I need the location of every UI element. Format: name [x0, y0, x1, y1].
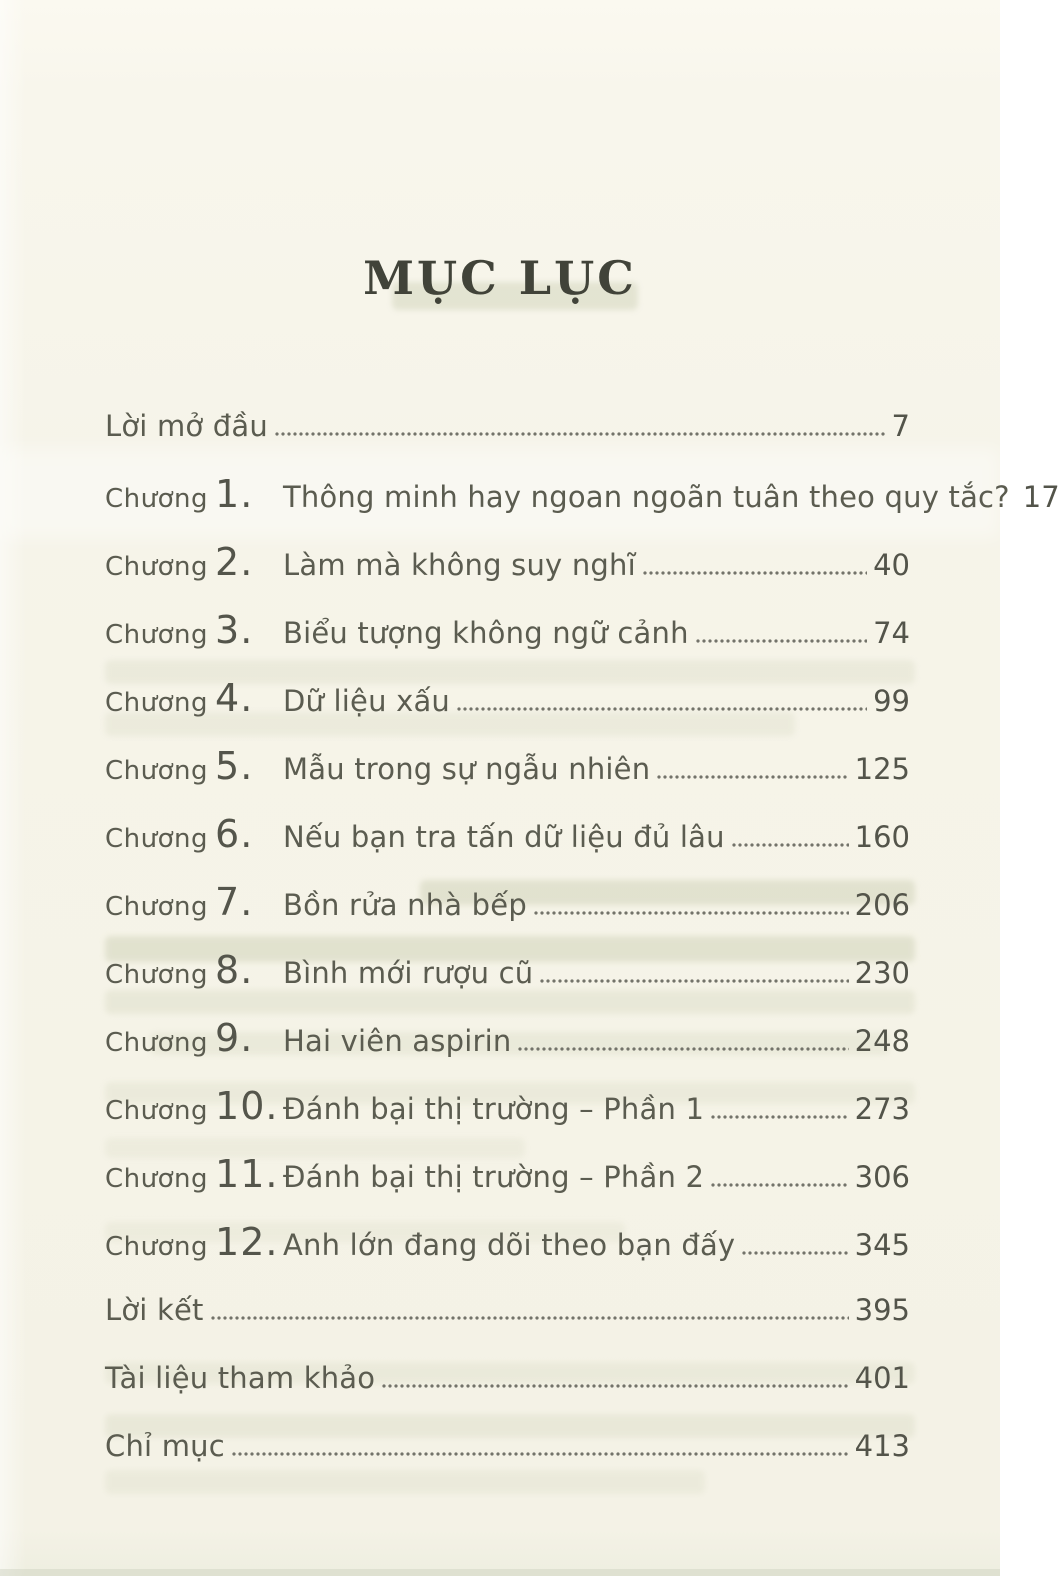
toc-entry: [105, 458, 1060, 526]
dot-leader-icon: [382, 1383, 848, 1389]
dot-leader-icon: [696, 638, 867, 644]
chapter-label: [105, 472, 283, 516]
chapter-number: 10.: [215, 1084, 279, 1128]
entry-title: Bồn rửa nhà bếp: [283, 888, 527, 922]
entry-title: ​ Chỉ mục: [105, 1429, 225, 1463]
chapter-number: 11.: [215, 1152, 279, 1196]
chapter-number: 2.: [215, 540, 254, 584]
dot-leader-icon: [275, 431, 886, 437]
chapter-number: 3.: [215, 608, 254, 652]
chapter-number: 1.: [215, 472, 254, 516]
chapter-word: Chương: [105, 688, 209, 718]
dot-leader-icon: [643, 570, 867, 576]
chapter-word: Chương: [105, 960, 209, 990]
entry-page-number: 125: [854, 752, 910, 786]
chapter-label: [105, 880, 283, 924]
chapter-number: 9.: [215, 1016, 254, 1060]
chapter-label: [105, 1220, 283, 1264]
chapter-label: [105, 948, 283, 992]
entry-page-number: 40: [873, 548, 910, 582]
dot-leader-icon: [540, 978, 848, 984]
dot-leader-icon: [711, 1182, 849, 1188]
entry-title: Anh lớn đang dõi theo bạn đấy: [283, 1228, 736, 1262]
entry-page-number: 401: [854, 1361, 910, 1395]
chapter-label: [105, 676, 283, 720]
entry-page-number: 306: [854, 1160, 910, 1194]
chapter-label: [105, 608, 283, 652]
chapter-word: Chương: [105, 892, 209, 922]
entry-title: Mẫu trong sự ngẫu nhiên: [283, 752, 651, 786]
chapter-label: [105, 1152, 283, 1196]
dot-leader-icon: [742, 1250, 848, 1256]
chapter-number: 12.: [215, 1220, 279, 1264]
entry-title: Đánh bại thị trường – Phần 2: [283, 1160, 705, 1194]
chapter-word: Chương: [105, 756, 209, 786]
toc-entry: [105, 1206, 910, 1274]
entry-page-number: 273: [854, 1092, 910, 1126]
entry-page-number: 345: [854, 1228, 910, 1262]
dot-leader-icon: [711, 1114, 849, 1120]
chapter-word: Chương: [105, 1096, 209, 1126]
toc-entry: [105, 730, 910, 798]
chapter-label: [105, 1016, 283, 1060]
entry-page-number: 160: [854, 820, 910, 854]
dot-leader-icon: [732, 842, 849, 848]
chapter-word: Chương: [105, 824, 209, 854]
toc-entry: [105, 798, 910, 866]
entry-title: Làm mà không suy nghĩ: [283, 548, 636, 582]
entry-title: Bình mới rượu cũ: [283, 956, 534, 990]
chapter-label: [105, 744, 283, 788]
chapter-label: [105, 812, 283, 856]
entry-page-number: 395: [854, 1293, 910, 1327]
entry-title: ​ Lời mở đầu: [105, 409, 268, 443]
chapter-label: [105, 1084, 283, 1128]
toc-entry: [105, 1070, 910, 1138]
entry-page-number: 99: [873, 684, 910, 718]
chapter-number: 7.: [215, 880, 254, 924]
toc-entry: [105, 1410, 910, 1478]
chapter-word: Chương: [105, 1028, 209, 1058]
entry-page-number: 248: [854, 1024, 910, 1058]
page-title: MỤC LỤC: [363, 250, 637, 305]
toc-entry: [105, 934, 910, 1002]
entry-title: ​ Tài liệu tham khảo: [105, 1361, 376, 1395]
page-bottom-edge: [0, 1569, 1000, 1576]
chapter-word: Chương: [105, 1164, 209, 1194]
toc-entry: [105, 662, 910, 730]
dot-leader-icon: [232, 1451, 849, 1457]
entry-title: ​ Lời kết: [105, 1293, 204, 1327]
page-left-edge-highlight: [0, 0, 26, 1576]
dot-leader-icon: [211, 1315, 849, 1321]
chapter-word: Chương: [105, 620, 209, 650]
entry-title: Biểu tượng không ngữ cảnh: [283, 616, 689, 650]
chapter-label: [105, 540, 283, 584]
toc-list: [105, 390, 1060, 1478]
toc-entry: [105, 1002, 910, 1070]
dot-leader-icon: [657, 774, 848, 780]
entry-page-number: 7: [891, 409, 910, 443]
entry-page-number: 230: [854, 956, 910, 990]
chapter-number: 4.: [215, 676, 254, 720]
entry-page-number: 74: [873, 616, 910, 650]
entry-page-number: 17: [1022, 480, 1060, 514]
entry-title: Nếu bạn tra tấn dữ liệu đủ lâu: [283, 820, 725, 854]
toc-entry: [105, 526, 910, 594]
entry-page-number: 206: [854, 888, 910, 922]
chapter-number: 5.: [215, 744, 254, 788]
entry-title: Hai viên aspirin: [283, 1024, 512, 1058]
chapter-word: Chương: [105, 1232, 209, 1262]
entry-title: Thông minh hay ngoan ngoãn tuân theo quy tắc?: [283, 480, 1010, 514]
chapter-word: Chương: [105, 552, 209, 582]
chapter-word: Chương: [105, 484, 209, 514]
dot-leader-icon: [534, 910, 849, 916]
toc-entry: [105, 866, 910, 934]
entry-title: Dữ liệu xấu: [283, 684, 450, 718]
toc-entry: [105, 1342, 910, 1410]
chapter-number: 6.: [215, 812, 254, 856]
toc-entry: [105, 594, 910, 662]
toc-entry: [105, 1138, 910, 1206]
toc-entry: [105, 390, 910, 458]
dot-leader-icon: [518, 1046, 848, 1052]
entry-page-number: 413: [854, 1429, 910, 1463]
dot-leader-icon: [457, 706, 867, 712]
entry-title: Đánh bại thị trường – Phần 1: [283, 1092, 705, 1126]
chapter-number: 8.: [215, 948, 254, 992]
toc-entry: [105, 1274, 910, 1342]
